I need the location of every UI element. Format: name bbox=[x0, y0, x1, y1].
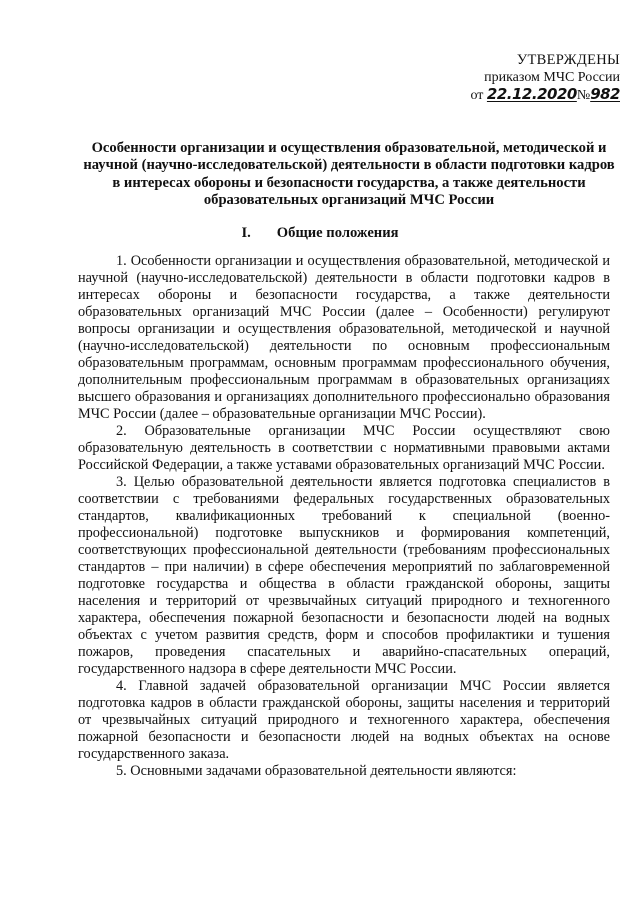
approval-order: приказом МЧС России bbox=[484, 70, 620, 85]
approval-from-label: от bbox=[470, 88, 484, 103]
approval-stamp bbox=[420, 52, 620, 104]
section-heading bbox=[0, 225, 640, 242]
document-title: Особенности организации и осуществления образовательной, методической и научной (научно-исследовательской) деятельности в области подготовки кадров в интересах обороны и безопасности государства, а также деятельности образовательных организаций МЧС России bbox=[83, 140, 615, 209]
document-body bbox=[78, 253, 610, 780]
paragraph-4: 4. Главной задачей образовательной организации МЧС России является подготовка кадров в области гражданской обороны, защиты населения и территорий от чрезвычайных ситуаций природного и техногенного характера, обеспечения пожарной безопасности и безопасности людей на водных объектах на основе государственного заказа. bbox=[78, 678, 610, 762]
approval-number-sign: № bbox=[576, 88, 591, 103]
paragraph-2: 2. Образовательные организации МЧС России осуществляют свою образовательную деятельность в соответствии с нормативными правовыми актами Российской Федерации, а также уставами образовательных организаций МЧС России. bbox=[78, 423, 610, 473]
approval-date: 22.12.2020 bbox=[486, 85, 577, 103]
approval-heading: УТВЕРЖДЕНЫ bbox=[516, 52, 620, 68]
paragraph-3: 3. Целью образовательной деятельности является подготовка специалистов в соответствии с требованиями федеральных государственных образовательных стандартов, квалификационных требований к специальной (военно-профессиональной) подготовке выпускников и формирования компетенций, соответствующих профессиональной деятельности (требованиям профессиональных стандартов – при наличии) в сфере обеспечения мероприятий по заблаговременной подготовке государства и общества в области гражданской обороны, защиты населения и территорий от чрезвычайных ситуаций природного и техногенного характера, обеспечения пожарной безопасности и безопасности людей на водных объектах с учетом развития средств, форм и способов профилактики и тушения пожаров, проведения спасательных и аварийно-спасательных операций, государственного надзора в сфере деятельности МЧС России. bbox=[78, 474, 610, 677]
section-number: I. bbox=[241, 225, 251, 241]
section-title: Общие положения bbox=[276, 225, 399, 241]
paragraph-5: 5. Основными задачами образовательной деятельности являются: bbox=[116, 763, 517, 779]
paragraph-1: 1. Особенности организации и осуществления образовательной, методической и научной (научно-исследовательской) деятельности в области подготовки кадров в интересах обороны и безопасности государства, а также деятельности образовательных организаций МЧС России (далее – Особенности) регулируют вопросы организации и осуществления образовательной, методической и научной (научно-исследовательской) деятельности по основным профессиональным образовательным программам, основным программам профессионального обучения, дополнительным профессиональным программам в образовательных организациях высшего образования и организациях дополнительного профессионально образования МЧС России (далее – образовательные организации МЧС России). bbox=[78, 253, 610, 422]
approval-number: 982 bbox=[590, 85, 620, 103]
approval-order-details bbox=[420, 86, 620, 104]
